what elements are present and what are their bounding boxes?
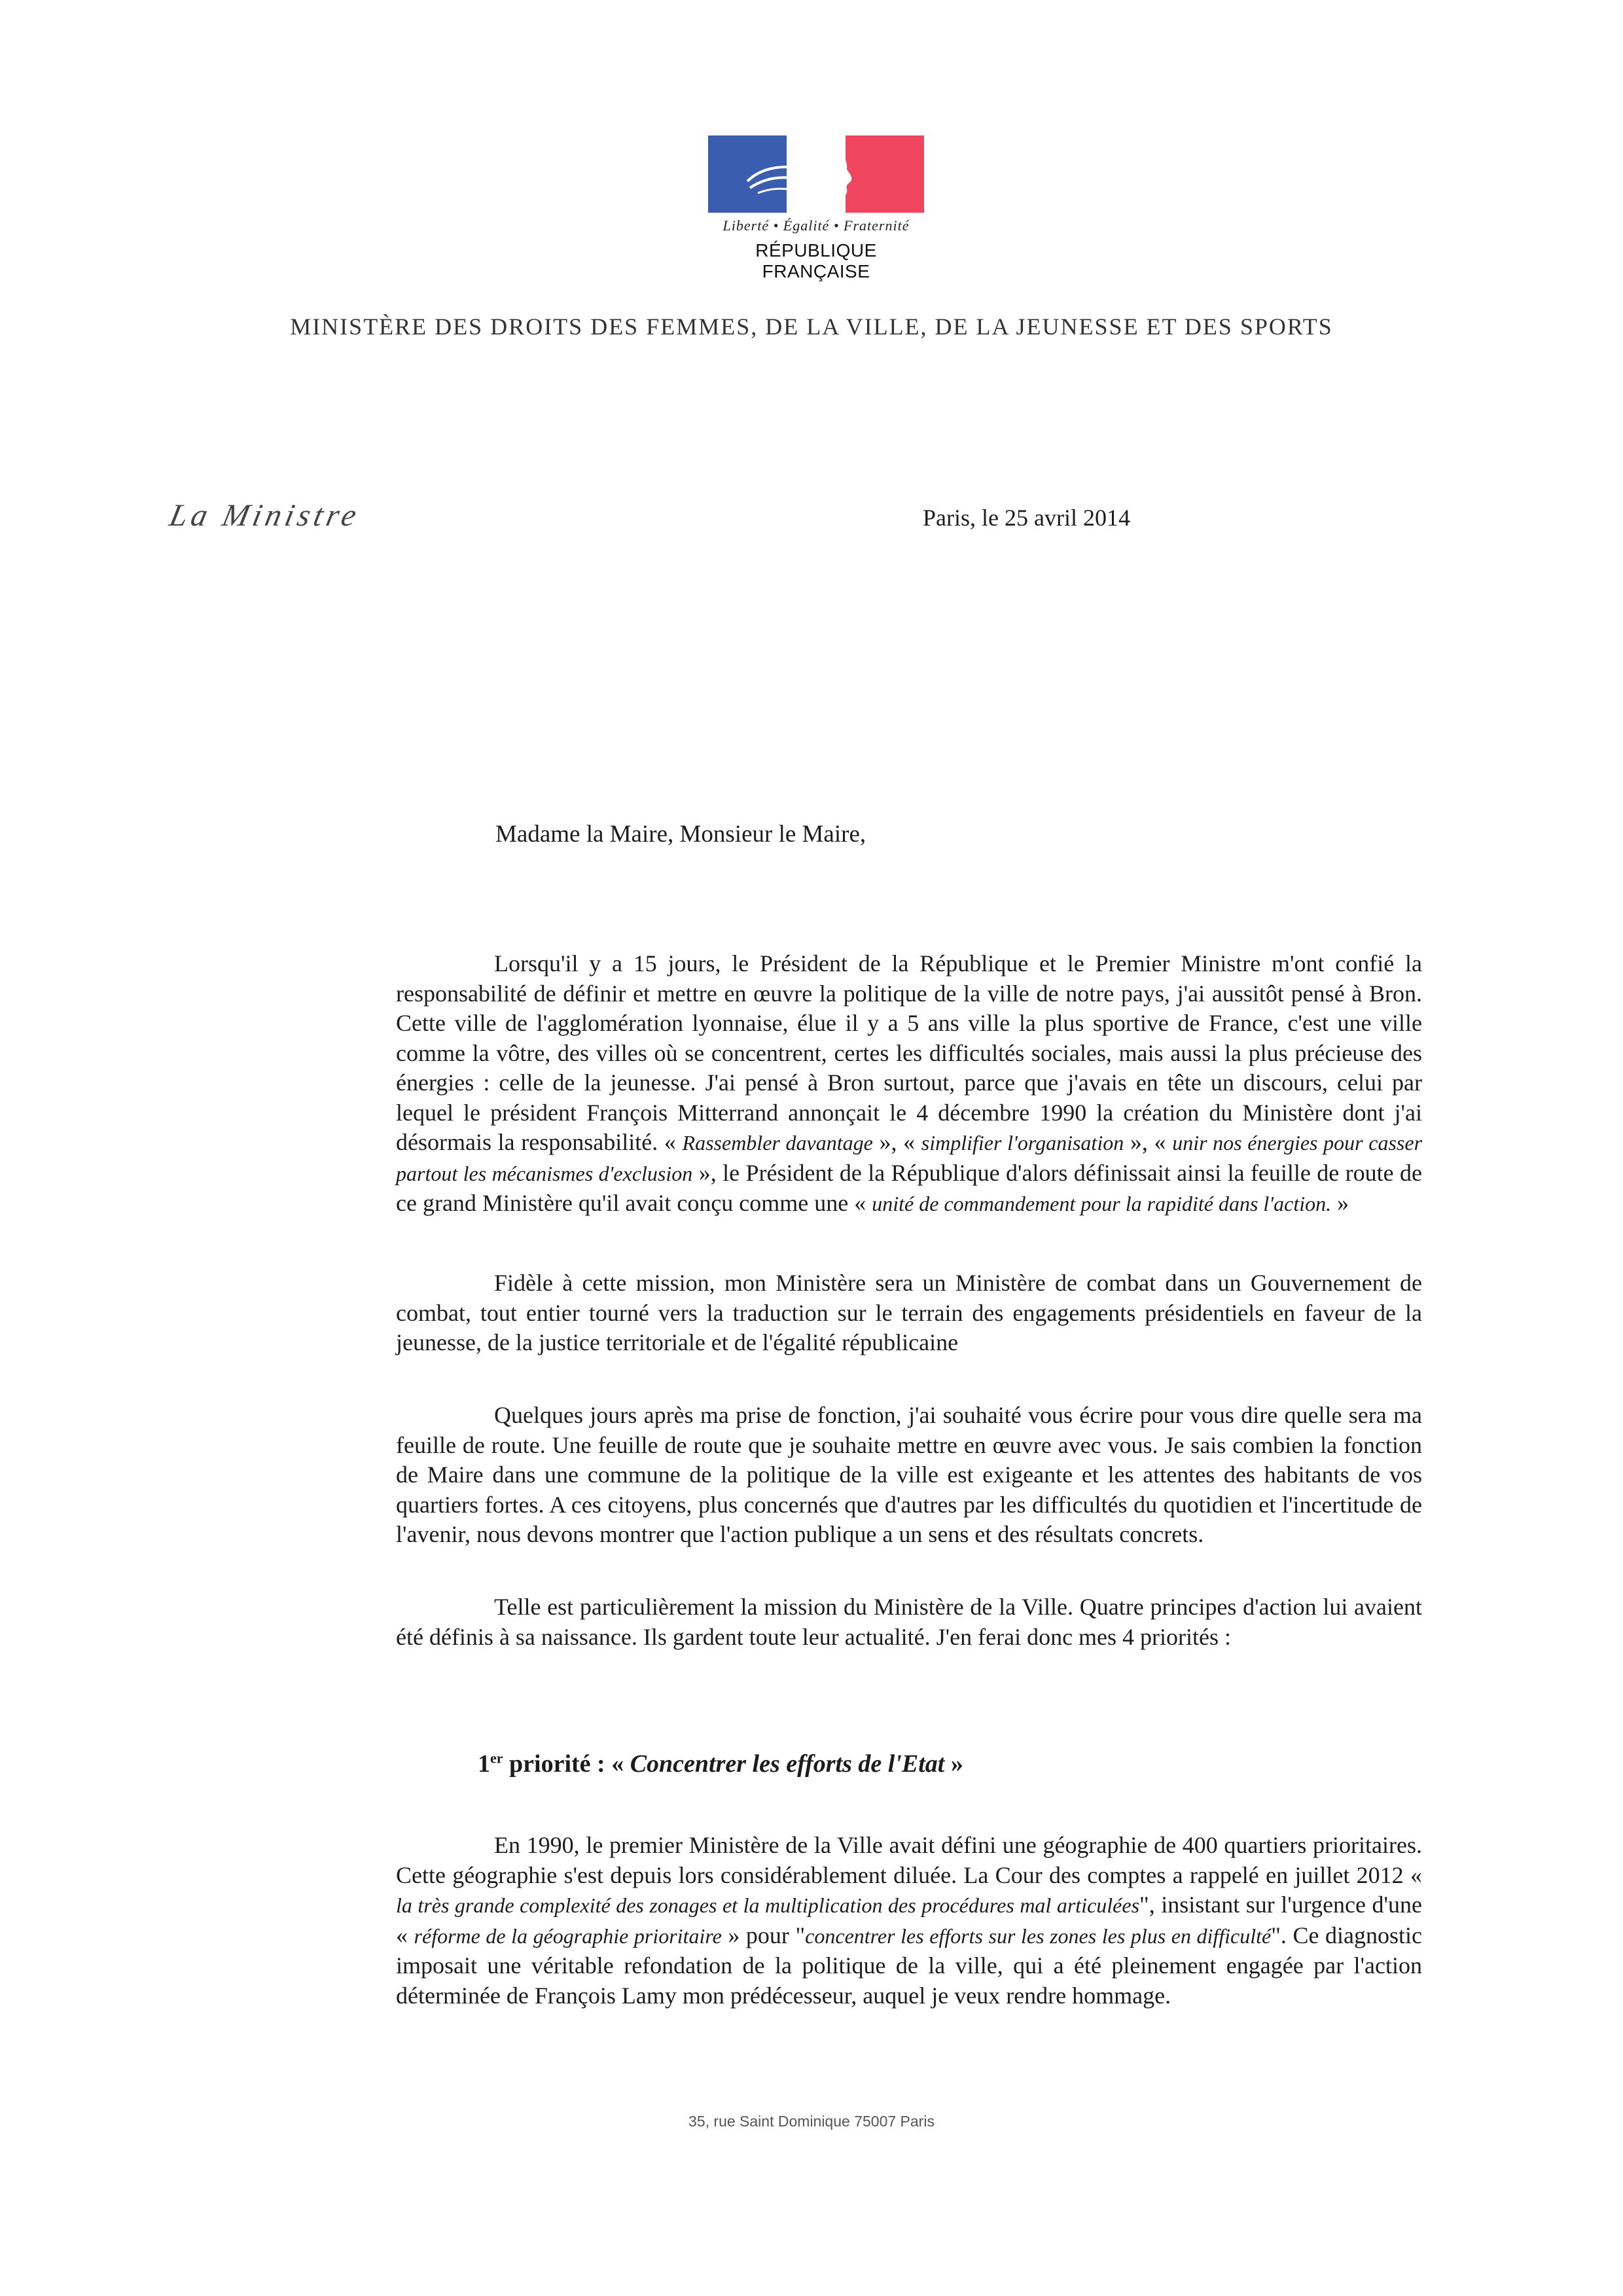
letter-date: Paris, le 25 avril 2014 [923, 505, 1130, 531]
paragraph-5: En 1990, le premier Ministère de la Ville avait défini une géographie de 400 quartiers prioritaires. Cette géographie s'est depuis lors considérablement diluée. La Cour des comptes a rappelé en juillet 2012 « la très grande complexité des zonages et la multiplication des procédures mal articulées", insistant sur l'urgence d'une « réforme de la géographie prioritaire » pour "concentrer les efforts sur les zones les plus en difficulté". Ce diagnostic imposait une véritable refondation de la politique de la ville, qui a été pleinement engagée par l'action déterminée de François Lamy mon prédécesseur, auquel je veux rendre hommage. [396, 1832, 1422, 2009]
salutation: Madame la Maire, Monsieur le Maire, [495, 821, 866, 848]
quote-simplifier: simplifier l'organisation [921, 1131, 1124, 1155]
paragraph-2: Fidèle à cette mission, mon Ministère sera un Ministère de combat dans un Gouvernement de combat, tout entier tourné vers la traduction sur le terrain des engagements présidentiels en faveur de la jeunesse, de la justice territoriale et de l'égalité républicaine [396, 1270, 1422, 1355]
priority-heading: 1er priorité : « Concentrer les efforts de l'Etat » [478, 1749, 963, 1778]
quote-reforme: réforme de la géographie prioritaire [414, 1924, 722, 1948]
quote-rassembler: Rassembler davantage [682, 1131, 873, 1155]
quote-cour-des-comptes: la très grande complexité des zonages et la multiplication des procédures mal articulées [396, 1893, 1140, 1917]
paragraph-3: Quelques jours après ma prise de fonction, j'ai souhaité vous écrire pour vous dire quelle sera ma feuille de route. Une feuille de route que je souhaite mettre en œuvre avec vous. Je sais combien la fonction de Maire dans une commune de la politique de la ville est exigeante et les attentes des habitants de vos quartiers fortes. A ces citoyens, plus concernés que d'autres par les difficultés du quotidien et l'incertitude de l'avenir, nous devons montrer que l'action publique a un sens et des résultats concrets. [396, 1402, 1422, 1547]
quote-unir: unir nos énergies pour casser partout les mécanismes d'exclusion [396, 1131, 1423, 1185]
republic-name: RÉPUBLIQUE FRANÇAISE [755, 240, 877, 281]
quote-unite: unité de commandement pour la rapidité dans l'action. [872, 1192, 1332, 1215]
paragraph-4: Telle est particulièrement la mission du Ministère de la Ville. Quatre principes d'action lui avaient été définis à sa naissance. Ils gardent toute leur actualité. J'en ferai donc mes 4 priorités : [396, 1594, 1422, 1650]
paragraph-1: Lorsqu'il y a 15 jours, le Président de la République et le Premier Ministre m'ont confié la responsabilité de définir et mettre en œuvre la politique de la ville de notre pays, j'ai aussitôt pensé à Bron. Cette ville de l'agglomération lyonnaise, élue il y a 5 ans ville la plus sportive de France, c'est une ville comme la vôtre, des villes où se concentrent, certes les difficultés sociales, mais aussi la plus précieuse des énergies : celle de la jeunesse. J'ai pensé à Bron surtout, parce que j'avais en tête un discours, celui par lequel le président François Mitterrand annonçait le 4 décembre 1990 la création du Ministère dont j'ai désormais la responsabilité. « Rassembler davantage », « simplifier l'organisation », « unir nos énergies pour casser partout les mécanismes d'exclusion », le Président de la République d'alors définissait ainsi la feuille de route de ce grand Ministère qu'il avait conçu comme une « unité de commandement pour la rapidité dans l'action. » [396, 950, 1423, 1216]
ministry-name: MINISTÈRE DES DROITS DES FEMMES, DE LA VILLE, DE LA JEUNESSE ET DES SPORTS [290, 314, 1333, 340]
footer-address: 35, rue Saint Dominique 75007 Paris [688, 2113, 935, 2130]
marianne-logo-icon [708, 135, 924, 213]
quote-concentrer: concentrer les efforts sur les zones les plus en difficulté [805, 1924, 1272, 1948]
handwritten-signature: La Ministre [166, 498, 364, 533]
republic-motto: Liberté • Égalité • Fraternité [722, 217, 910, 234]
